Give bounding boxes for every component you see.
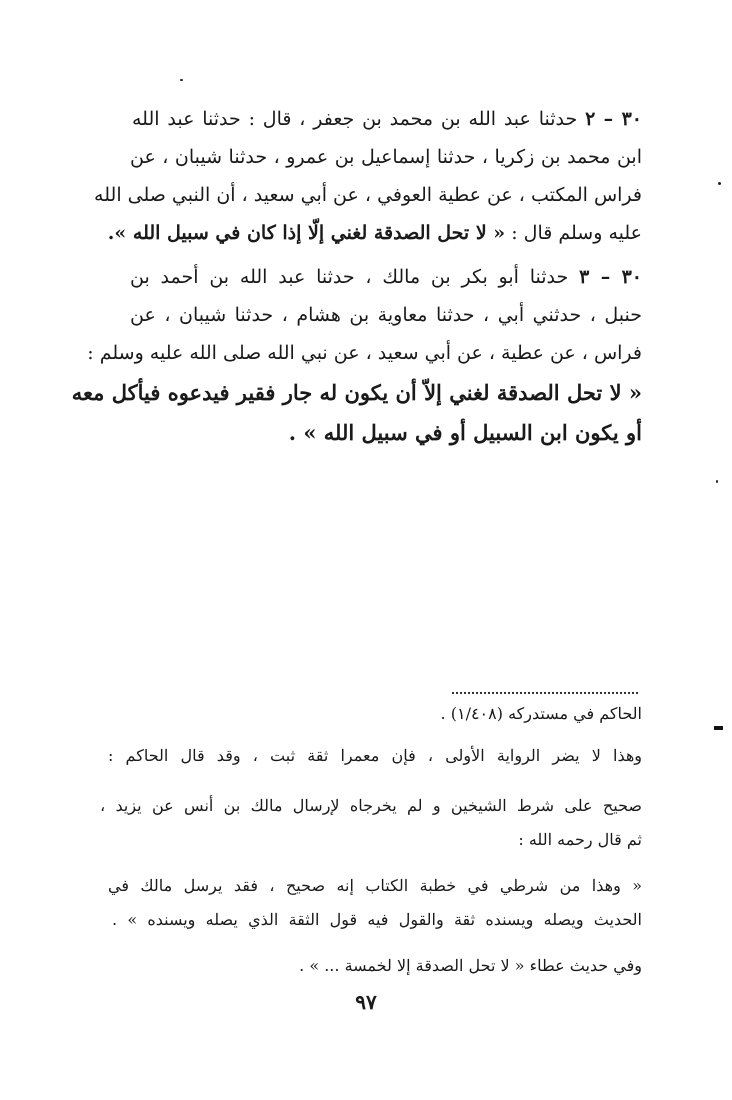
footnote-line-1: الحاكم في مستدركه (١/٤٠٨) . <box>440 704 642 723</box>
footnote-line-4: ثم قال رحمه الله : <box>518 830 642 849</box>
footnote-line-5: « وهذا من شرطي في خطبة الكتاب إنه صحيح ، فقد يرسل مالك في <box>108 876 642 895</box>
footnote-line-2: وهذا لا يضر الرواية الأولى ، فإن معمرا ثقة ثبت ، وقد قال الحاكم : <box>108 746 642 765</box>
hadith-30-3-line-3: فراس ، عن عطية ، عن أبي سعيد ، عن نبي الله صلى الله عليه وسلم : <box>87 342 642 364</box>
hadith-30-2-line-3: فراس المكتب ، عن عطية العوفي ، عن أبي سعيد ، أن النبي صلى الله <box>94 184 642 206</box>
hadith-30-2-line-2: ابن محمد بن زكريا ، حدثنا إسماعيل بن عمرو ، حدثنا شيبان ، عن <box>130 146 642 168</box>
hadith-30-3-line-2: حنبل ، حدثني أبي ، حدثنا معاوية بن هشام ، حدثنا شيبان ، عن <box>130 304 642 326</box>
footnote-line-7: وفي حديث عطاء « لا تحل الصدقة إلا لخمسة ... » . <box>299 956 642 975</box>
hadith-intro: عليه وسلم قال : <box>511 222 642 244</box>
hadith-30-3-line-4: « لا تحل الصدقة لغني إلاّ أن يكون له جار فقير فيدعوه فيأكل معه <box>71 380 642 405</box>
hadith-text: حدثنا عبد الله بن محمد بن جعفر ، قال : حدثنا عبد الله <box>132 108 578 130</box>
hadith-30-3-line-5: أو يكون ابن السبيل أو في سبيل الله » . <box>288 420 642 445</box>
hadith-30-2-line-4 <box>107 222 642 244</box>
page-number: ٩٧ <box>355 990 377 1014</box>
footnote-separator <box>452 692 638 694</box>
scan-speck <box>716 480 718 483</box>
hadith-number: ٣٠ – ٣ <box>579 266 642 288</box>
hadith-number: ٣٠ – ٢ <box>585 108 642 130</box>
hadith-30-3-line-1 <box>130 266 642 288</box>
scan-speck <box>718 182 721 185</box>
hadith-30-2-line-1 <box>132 108 642 130</box>
hadith-text: حدثنا أبو بكر بن مالك ، حدثنا عبد الله بن أحمد بن <box>130 266 569 288</box>
hadith-quote: « لا تحل الصدقة لغني إلّا إذا كان في سبيل الله ». <box>107 222 506 244</box>
footnote-line-6: الحديث ويصله ويسنده ثقة والقول فيه قول الثقة الذي يصله ويسنده » . <box>112 910 642 929</box>
margin-dash <box>714 726 723 730</box>
scan-speck <box>180 79 183 81</box>
footnote-line-3: صحيح على شرط الشيخين و لم يخرجاه لإرسال مالك بن أنس عن يزيد ، <box>100 796 642 815</box>
